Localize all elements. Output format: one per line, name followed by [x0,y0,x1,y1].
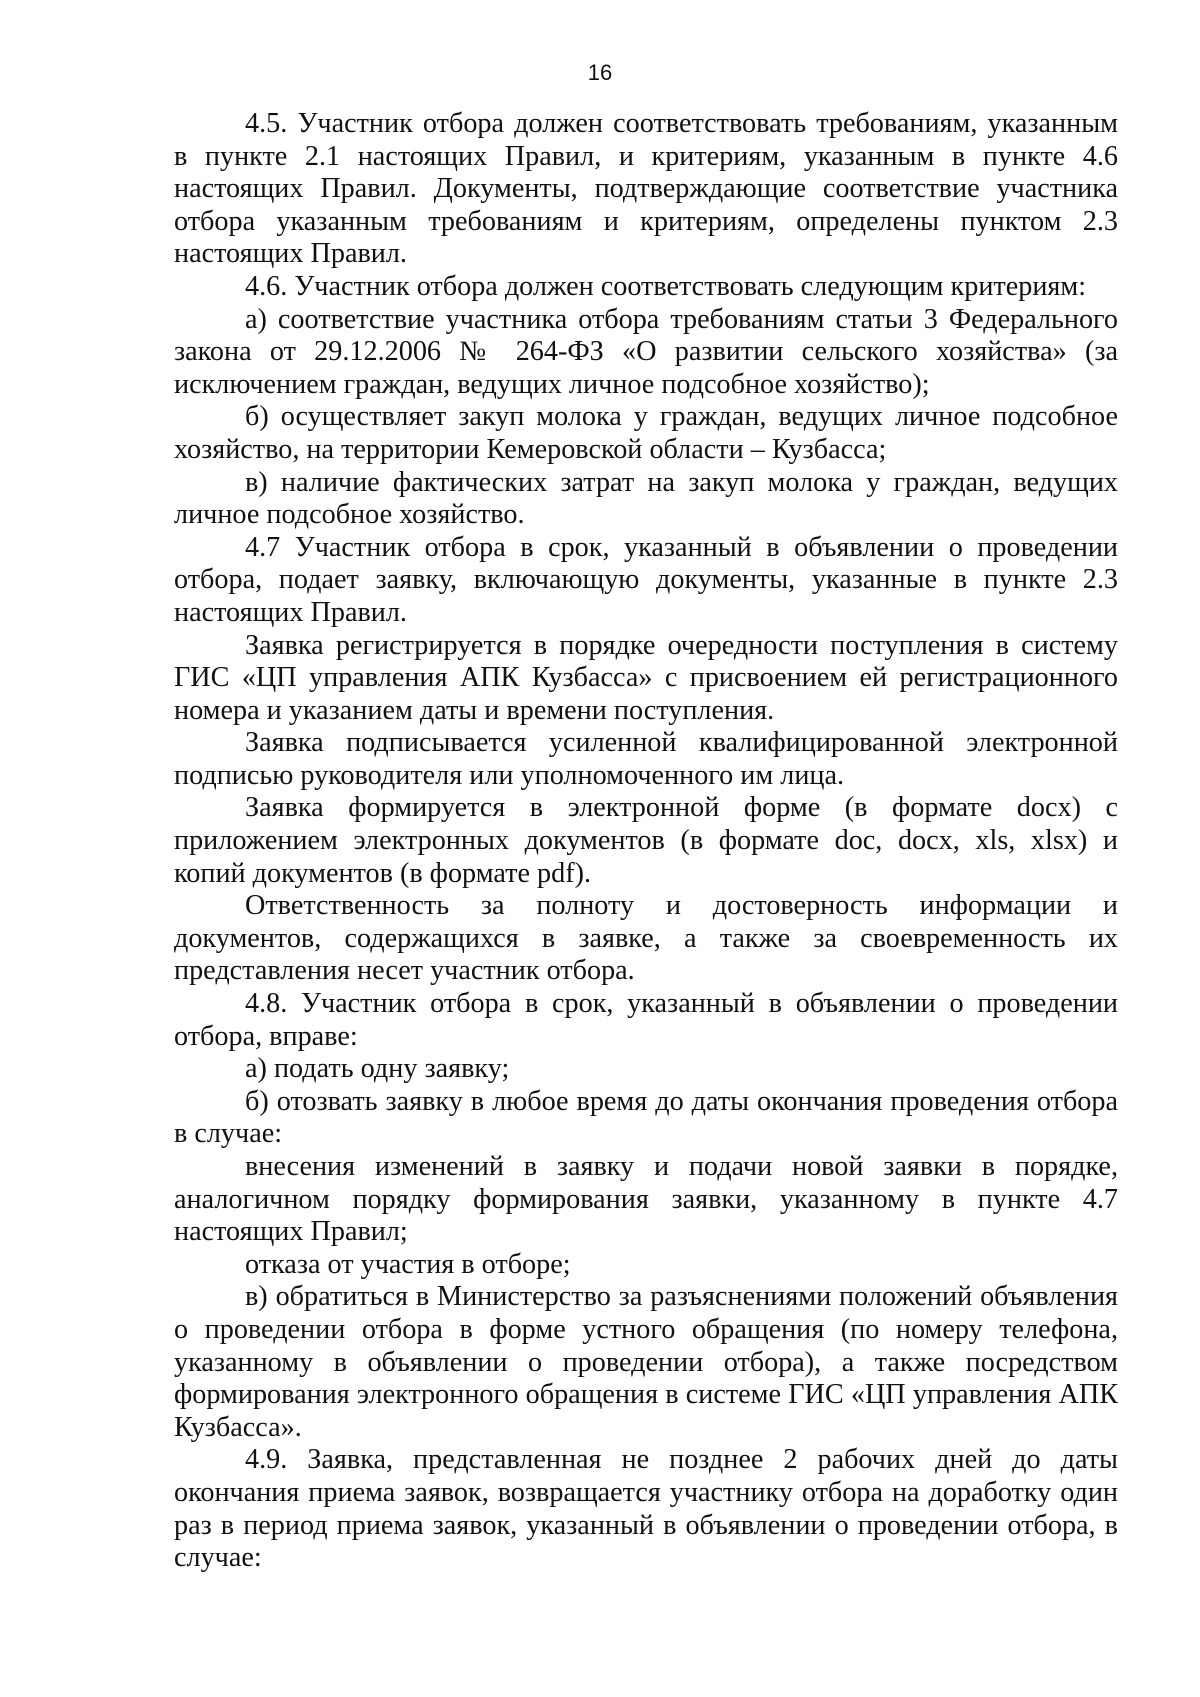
paragraph-application-signature: Заявка подписывается усиленной квалифицированной электронной подписью руководителя или уполномоченного им лица. [174,727,1118,791]
paragraph-application-registration: Заявка регистрируется в порядке очередности поступления в систему ГИС «ЦП управления АПК Кузбасса» с присвоением ей регистрационного номера и указанием даты и времени поступления. [174,629,1118,726]
right-v: в) обратиться в Министерство за разъяснениями положений объявления о проведении отбора в форме устного обращения (по номеру телефона, указанному в объявлении о проведении отбора), а также посредством формирования электронного обращения в системе ГИС «ЦП управления АПК Кузбасса». [174,1281,1118,1443]
page-number: 16 [587,60,613,85]
right-b: б) отозвать заявку в любое время до даты окончания проведения отбора в случае: [174,1085,1118,1150]
right-b-case-refusal: отказа от участия в отборе; [245,1248,571,1280]
right-b-case-changes: внесения изменений в заявку и подачи новой заявки в порядке, аналогичном порядку формирования заявки, указанному в пункте 4.7 настоящих Правил; [174,1151,1118,1248]
paragraph-4-9: 4.9. Заявка, представленная не позднее 2 рабочих дней до даты окончания приема заявок, возвращается участнику отбора на доработку один раз в период приема заявок, указанный в объявлении о проведении отбора, в случае: [174,1444,1118,1574]
paragraph-4-6: 4.6. Участник отбора должен соответствовать следующим критериям: [245,270,1087,302]
paragraph-4-8: 4.8. Участник отбора в срок, указанный в объявлении о проведении отбора, вправе: [174,988,1118,1052]
paragraph-application-format: Заявка формируется в электронной форме (в формате docx) с приложением электронных документов (в формате doc, docx, xls, xlsx) и копий документов (в формате pdf). [174,792,1118,889]
criterion-v: в) наличие фактических затрат на закуп молока у граждан, ведущих личное подсобное хозяйство. [174,466,1118,531]
document-body [174,108,1118,1575]
paragraph-responsibility: Ответственность за полноту и достоверность информации и документов, содержащихся в заявке, а также за своевременность их представления несет участник отбора. [174,890,1118,987]
criterion-a: а) соответствие участника отбора требованиям статьи 3 Федерального закона от 29.12.2006 № 264-ФЗ «О развитии сельского хозяйства» (за исключением граждан, ведущих личное подсобное хозяйство); [174,303,1118,400]
paragraph-4-5: 4.5. Участник отбора должен соответствовать требованиям, указанным в пункте 2.1 настоящих Правил, и критериям, указанным в пункте 4.6 настоящих Правил. Документы, подтверждающие соответствие участника отбора указанным требованиям и критериям, определены пунктом 2.3 настоящих Правил. [174,108,1118,270]
criterion-b: б) осуществляет закуп молока у граждан, ведущих личное подсобное хозяйство, на территории Кемеровской области – Кузбасса; [174,401,1118,465]
right-a: а) подать одну заявку; [245,1053,510,1085]
paragraph-4-7: 4.7 Участник отбора в срок, указанный в объявлении о проведении отбора, подает заявку, включающую документы, указанные в пункте 2.3 настоящих Правил. [174,531,1118,628]
